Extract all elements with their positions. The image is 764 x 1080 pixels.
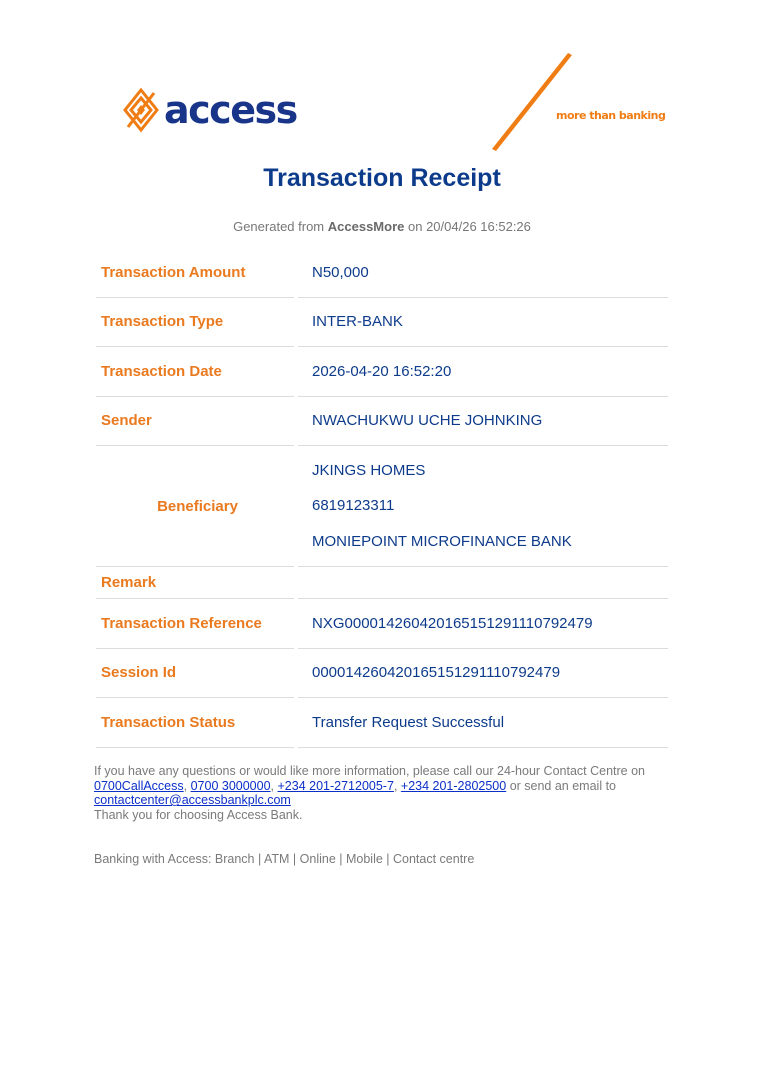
session-value: 000014260420165151291110792479: [298, 649, 668, 699]
detail-row-session: [96, 649, 668, 699]
amount-value: N50,000: [298, 248, 668, 298]
detail-row-beneficiary: [96, 446, 668, 567]
beneficiary-label: Beneficiary: [96, 446, 294, 567]
contact-email-link[interactable]: contactcenter@accessbankplc.com: [94, 793, 291, 808]
sender-value: NWACHUKWU UCHE JOHNKING: [298, 397, 668, 447]
contact-link-2712005[interactable]: +234 201-2712005-7: [277, 778, 394, 793]
reference-value: NXG000014260420165151291110792479: [298, 599, 668, 649]
contact-link-0700-3000000[interactable]: 0700 3000000: [190, 778, 271, 793]
brand-slash-graphic: [488, 50, 578, 154]
receipt-header: [0, 0, 764, 160]
brand-tagline: more than banking: [556, 109, 666, 122]
generated-info: [0, 219, 764, 234]
sender-label: Sender: [96, 397, 294, 447]
contact-thanks: Thank you for choosing Access Bank.: [94, 807, 303, 822]
generated-suffix: on 20/04/26 16:52:26: [408, 219, 531, 234]
amount-label: Transaction Amount: [96, 248, 294, 298]
contact-link-2802500[interactable]: +234 201-2802500: [400, 778, 507, 793]
reference-label: Transaction Reference: [96, 599, 294, 649]
remark-label: Remark: [96, 567, 294, 599]
detail-row-remark: [96, 567, 668, 599]
detail-row-sender: [96, 397, 668, 447]
beneficiary-account: 6819123311: [312, 497, 395, 514]
page-title: Transaction Receipt: [263, 164, 501, 192]
date-value: 2026-04-20 16:52:20: [298, 347, 668, 397]
brand-wordmark: access: [164, 88, 297, 132]
beneficiary-value: [298, 446, 668, 567]
contact-email-intro: or send an email to: [509, 778, 616, 793]
generated-prefix: Generated from: [233, 219, 325, 234]
generated-app: AccessMore: [327, 219, 405, 234]
detail-row-date: [96, 347, 668, 397]
type-value: INTER-BANK: [298, 298, 668, 348]
access-logo: [122, 86, 297, 134]
type-label: Transaction Type: [96, 298, 294, 348]
status-value: Transfer Request Successful: [298, 698, 668, 748]
detail-row-type: [96, 298, 668, 348]
detail-row-amount: [96, 248, 668, 298]
transaction-details-table: [96, 248, 668, 748]
banking-channels: Banking with Access: Branch | ATM | Online | Mobile | Contact centre: [94, 852, 475, 866]
status-label: Transaction Status: [96, 698, 294, 748]
date-label: Transaction Date: [96, 347, 294, 397]
access-diamond-icon: [122, 87, 160, 133]
remark-value: [298, 567, 668, 599]
session-label: Session Id: [96, 649, 294, 699]
beneficiary-name: JKINGS HOMES: [312, 461, 426, 479]
contact-info: If you have any questions or would like more information, please call our 24-hour Contact Centre on 0700CallAccess, 0700 3000000, +234 201-2712005-7, +234 201-2802500 or send an email to contactcenter@accessbankplc.com Thank you for choosing Access Bank.: [94, 764, 645, 822]
detail-row-status: [96, 698, 668, 748]
contact-intro: If you have any questions or would like more information, please call our 24-hour Contact Centre on: [94, 764, 645, 778]
detail-row-reference: [96, 599, 668, 649]
beneficiary-bank: MONIEPOINT MICROFINANCE BANK: [312, 532, 572, 550]
contact-link-0700callaccess[interactable]: 0700CallAccess: [94, 778, 184, 793]
